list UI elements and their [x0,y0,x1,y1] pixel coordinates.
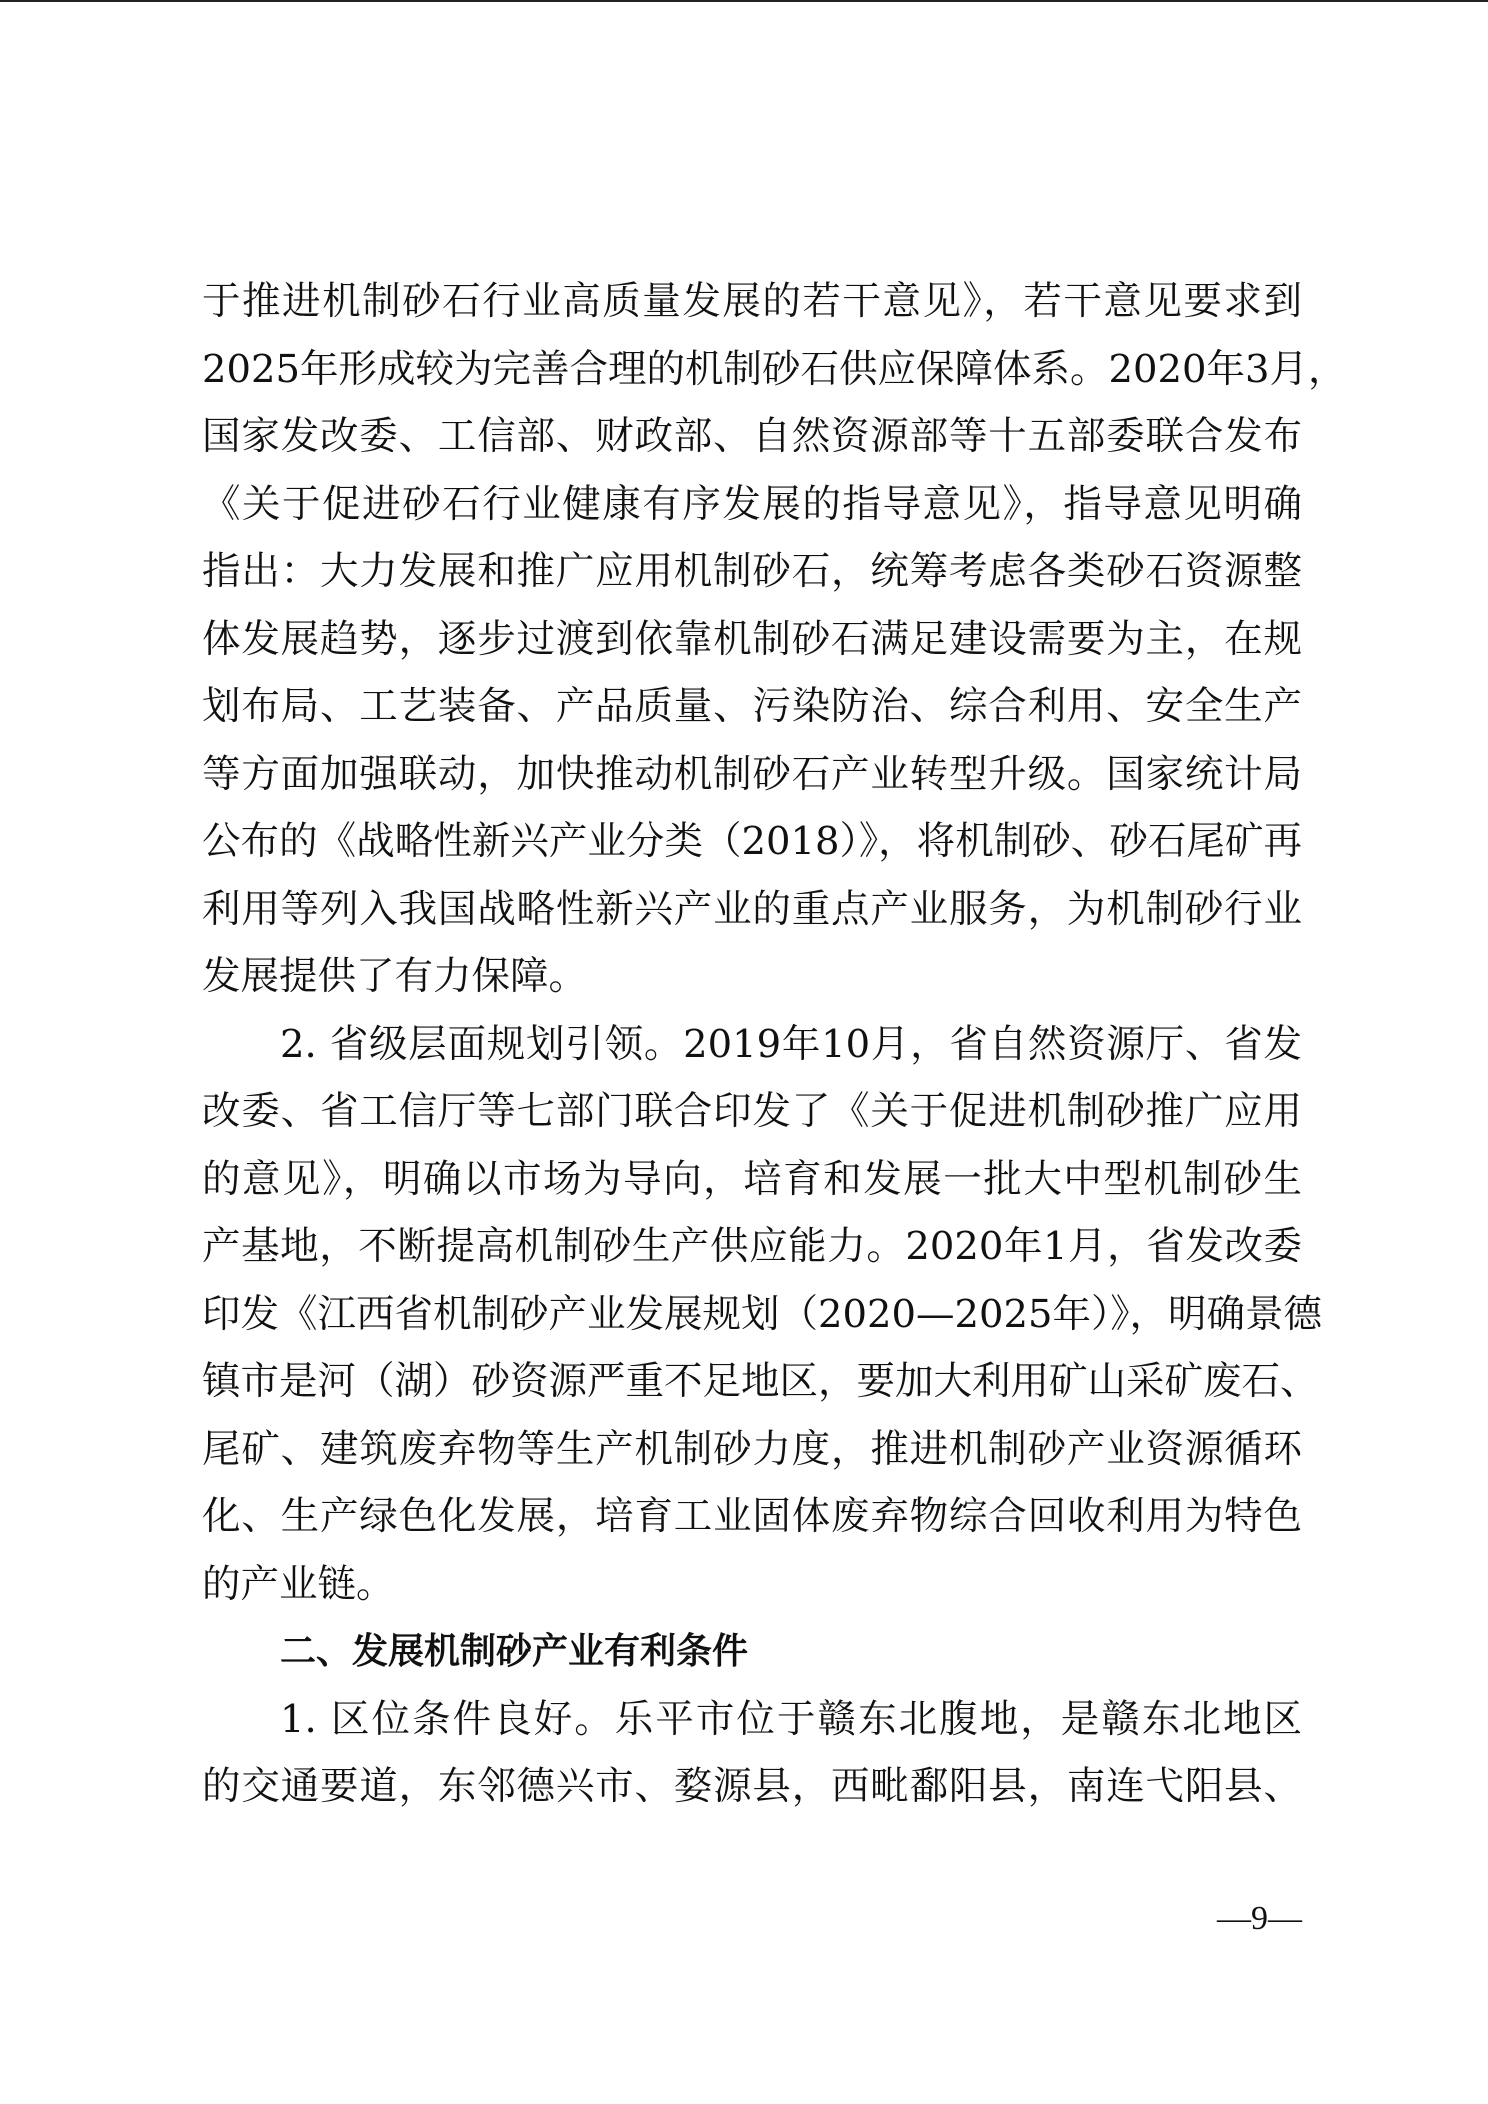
text-line: 《关于促进砂石行业健康有序发展的指导意见》，指导意见明确 [202,481,1302,527]
text-line: 公布的《战略性新兴产业分类（2018）》，将机制砂、砂石尾矿再 [202,819,1302,864]
text-line: 改委、省工信厅等七部门联合印发了《关于促进机制砂推广应用 [202,1089,1302,1134]
paragraph-start: 1. 区位条件良好。乐平市位于赣东北腹地，是赣东北地区 [280,1696,1302,1742]
page-number: —9— [1217,1900,1302,1937]
text-line: 指出：大力发展和推广应用机制砂石，统筹考虑各类砂石资源整 [202,549,1302,594]
text-line: 尾矿、建筑废弃物等生产机制砂力度，推进机制砂产业资源循环 [202,1426,1302,1472]
text-line: 镇市是河（湖）砂资源严重不足地区，要加大利用矿山采矿废石、 [202,1359,1319,1404]
section-heading: 二、发展机制砂产业有利条件 [280,1631,749,1672]
paragraph-start: 2. 省级层面规划引领。2019年10月，省自然资源厅、省发 [280,1021,1302,1067]
text-line: 的交通要道，东邻德兴市、婺源县，西毗鄱阳县，南连弋阳县、 [202,1764,1302,1809]
text-line: 于推进机制砂石行业高质量发展的若干意见》，若干意见要求到 [202,279,1302,324]
text-line: 的意见》，明确以市场为导向，培育和发展一批大中型机制砂生 [202,1156,1302,1202]
text-line: 印发《江西省机制砂产业发展规划（2020—2025年）》，明确景德 [202,1291,1322,1337]
text-line: 国家发改委、工信部、财政部、自然资源部等十五部委联合发布 [202,414,1302,459]
text-line: 2025年形成较为完善合理的机制砂石供应保障体系。2020年3月， [202,346,1347,392]
text-line: 等方面加强联动，加快推动机制砂石产业转型升级。国家统计局 [202,751,1302,797]
text-line: 利用等列入我国战略性新兴产业的重点产业服务，为机制砂行业 [202,886,1302,932]
text-line: 发展提供了有力保障。 [202,954,588,999]
text-line: 产基地，不断提高机制砂生产供应能力。2020年1月，省发改委 [202,1224,1302,1269]
page-top-border [0,0,1488,2]
text-line: 体发展趋势，逐步过渡到依靠机制砂石满足建设需要为主，在规 [202,616,1302,662]
text-line: 的产业链。 [202,1561,395,1607]
text-line: 化、生产绿色化发展，培育工业固体废弃物综合回收利用为特色 [202,1494,1302,1539]
text-line: 划布局、工艺装备、产品质量、污染防治、综合利用、安全生产 [202,684,1302,729]
document-body [202,268,1347,1821]
